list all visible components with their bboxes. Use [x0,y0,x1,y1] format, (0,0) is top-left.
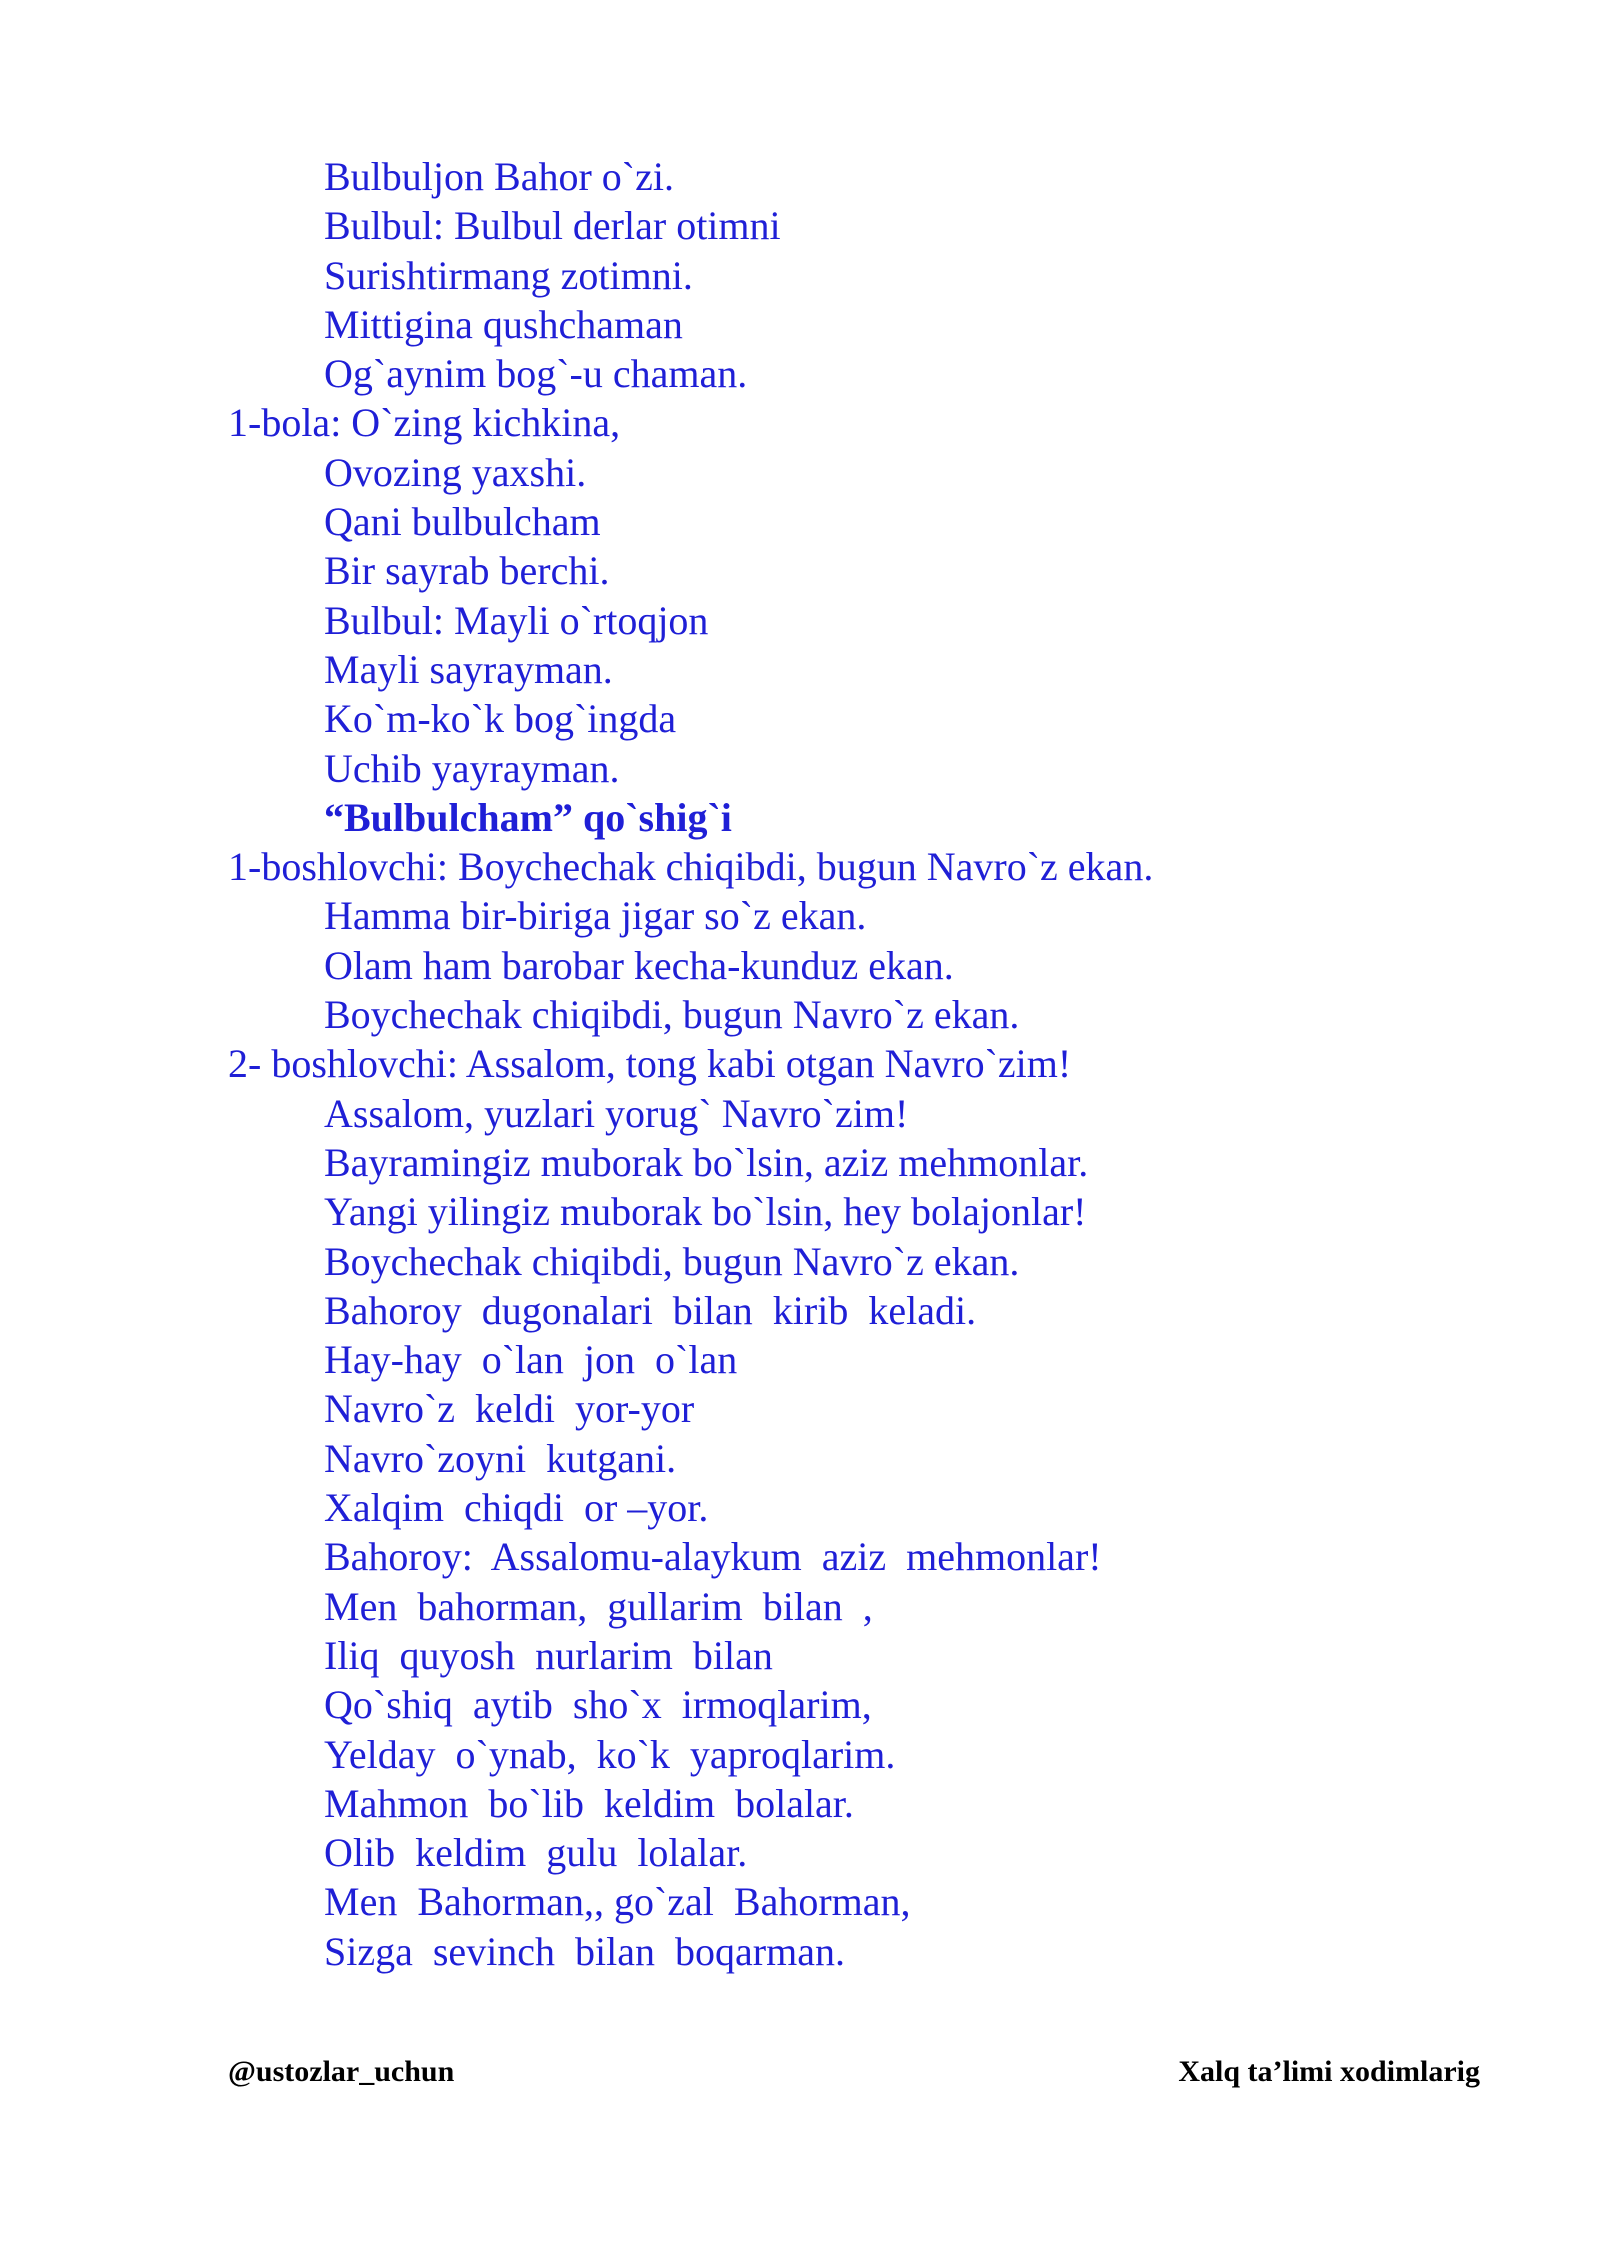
poem-line: Olib keldim gulu lolalar. [324,1830,748,1876]
poem-line: Yangi yilingiz muborak bo`lsin, hey bolajonlar! [324,1189,1087,1235]
poem-line: Ovozing yaxshi. [324,449,587,495]
poem-line: Boychechak chiqibdi, bugun Navro`z ekan. [324,1238,1020,1284]
poem-line: Bir sayrab berchi. [324,548,610,594]
poem-line: Iliq quyosh nurlarim bilan [324,1632,773,1678]
poem-line: Bulbul: Mayli o`rtoqjon [324,597,709,643]
poem-line: Mayli sayrayman. [324,646,613,692]
poem-line: 1-boshlovchi: Boychechak chiqibdi, bugun Navro`z ekan. [228,844,1154,890]
poem-line: Surishtirmang zotimni. [324,252,693,298]
poem-line: Uchib yayrayman. [324,745,620,791]
poem-line: Men Bahorman,, go`zal Bahorman, [324,1879,911,1925]
poem-line: Hay-hay o`lan jon o`lan [324,1337,738,1383]
poem-line: Hamma bir-biriga jigar so`z ekan. [324,893,867,939]
poem-text-block [228,152,1528,1976]
poem-line: Navro`zoyni kutgani. [324,1435,677,1481]
song-title-line: “Bulbulcham” qo`shig`i [324,794,732,840]
poem-line: Men bahorman, gullarim bilan , [324,1583,873,1629]
poem-line: Sizga sevinch bilan boqarman. [324,1928,845,1974]
poem-line: Olam ham barobar kecha-kunduz ekan. [324,942,954,988]
poem-line: Bulbuljon Bahor o`zi. [324,154,674,199]
poem-line: Mittigina qushchaman [324,301,683,347]
poem-line: Bayramingiz muborak bo`lsin, aziz mehmonlar. [324,1139,1089,1185]
poem-line: 1-bola: O`zing kichkina, [228,400,621,446]
poem-line: Xalqim chiqdi or –yor. [324,1485,709,1531]
poem-line: 2- boshlovchi: Assalom, tong kabi otgan Navro`zim! [228,1041,1072,1087]
poem-line: Boychechak chiqibdi, bugun Navro`z ekan. [324,992,1020,1038]
footer-channel-handle: @ustozlar_uchun [228,2055,455,2088]
poem-line: Ko`m-ko`k bog`ingda [324,696,677,742]
poem-line: Bulbul: Bulbul derlar otimni [324,203,781,249]
poem-line: Bahoroy: Assalomu-alaykum aziz mehmonlar! [324,1534,1102,1580]
poem-line: Navro`z keldi yor-yor [324,1386,695,1432]
poem-line: Og`aynim bog`-u chaman. [324,351,748,397]
poem-line: Yelday o`ynab, ko`k yaproqlarim. [324,1731,896,1777]
poem-line: Qo`shiq aytib sho`x irmoqlarim, [324,1682,872,1728]
poem-line: Assalom, yuzlari yorug` Navro`zim! [324,1090,909,1136]
footer-title: Xalq ta’limi xodimlarig [1178,2055,1480,2088]
poem-line: Bahoroy dugonalari bilan kirib keladi. [324,1287,977,1333]
poem-line: Mahmon bo`lib keldim bolalar. [324,1780,854,1826]
poem-line: Qani bulbulcham [324,499,601,545]
